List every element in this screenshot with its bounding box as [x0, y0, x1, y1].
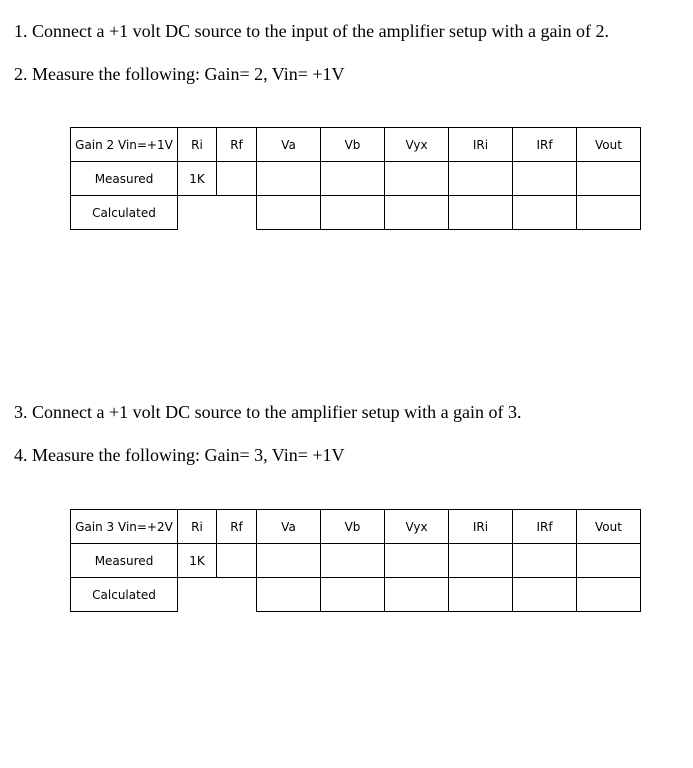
header-cell: Vyx [385, 510, 449, 544]
empty-cell [178, 196, 217, 230]
header-cell: Rf [217, 510, 257, 544]
gain-3-table [70, 509, 641, 612]
header-cell: IRf [513, 128, 577, 162]
value-cell [385, 544, 449, 578]
calculated-row [71, 578, 641, 612]
step-1-text: 1. Connect a +1 volt DC source to the input of the amplifier setup with a gain of 2. [14, 21, 610, 41]
value-cell [577, 196, 641, 230]
row-label: Calculated [71, 196, 178, 230]
value-cell [321, 196, 385, 230]
value-cell [577, 162, 641, 196]
empty-cell [178, 578, 217, 612]
value-cell [449, 544, 513, 578]
header-cell: Va [257, 128, 321, 162]
step-2-text: 2. Measure the following: Gain= 2, Vin= +1V [14, 64, 345, 84]
header-cell: IRi [449, 510, 513, 544]
header-cell: IRi [449, 128, 513, 162]
header-cell: Gain 2 Vin=+1V [71, 128, 178, 162]
value-cell [449, 578, 513, 612]
value-cell [577, 578, 641, 612]
header-cell: Vb [321, 128, 385, 162]
value-cell [449, 196, 513, 230]
table-header-row [71, 510, 641, 544]
value-cell [321, 578, 385, 612]
table-header-row [71, 128, 641, 162]
step-4-text: 4. Measure the following: Gain= 3, Vin= +1V [14, 445, 345, 465]
step-3-text: 3. Connect a +1 volt DC source to the amplifier setup with a gain of 3. [14, 402, 522, 422]
header-cell: Gain 3 Vin=+2V [71, 510, 178, 544]
value-cell [217, 544, 257, 578]
value-cell [385, 196, 449, 230]
value-cell [513, 544, 577, 578]
gain-2-table [70, 127, 641, 230]
value-cell [449, 162, 513, 196]
row-label: Calculated [71, 578, 178, 612]
header-cell: Va [257, 510, 321, 544]
value-cell [217, 162, 257, 196]
calculated-row [71, 196, 641, 230]
measured-row [71, 544, 641, 578]
value-cell [385, 162, 449, 196]
value-cell [385, 578, 449, 612]
value-cell [321, 544, 385, 578]
header-cell: Ri [178, 128, 217, 162]
value-cell [577, 544, 641, 578]
value-cell [257, 578, 321, 612]
empty-cell [217, 578, 257, 612]
empty-cell [217, 196, 257, 230]
value-cell [321, 162, 385, 196]
row-label: Measured [71, 162, 178, 196]
measured-row [71, 162, 641, 196]
header-cell: Vyx [385, 128, 449, 162]
row-label: Measured [71, 544, 178, 578]
value-cell [513, 578, 577, 612]
value-cell [257, 162, 321, 196]
header-cell: Vb [321, 510, 385, 544]
value-cell [257, 196, 321, 230]
value-cell: 1K [178, 544, 217, 578]
header-cell: Rf [217, 128, 257, 162]
value-cell [513, 162, 577, 196]
header-cell: Ri [178, 510, 217, 544]
header-cell: IRf [513, 510, 577, 544]
value-cell [257, 544, 321, 578]
value-cell: 1K [178, 162, 217, 196]
header-cell: Vout [577, 510, 641, 544]
value-cell [513, 196, 577, 230]
header-cell: Vout [577, 128, 641, 162]
